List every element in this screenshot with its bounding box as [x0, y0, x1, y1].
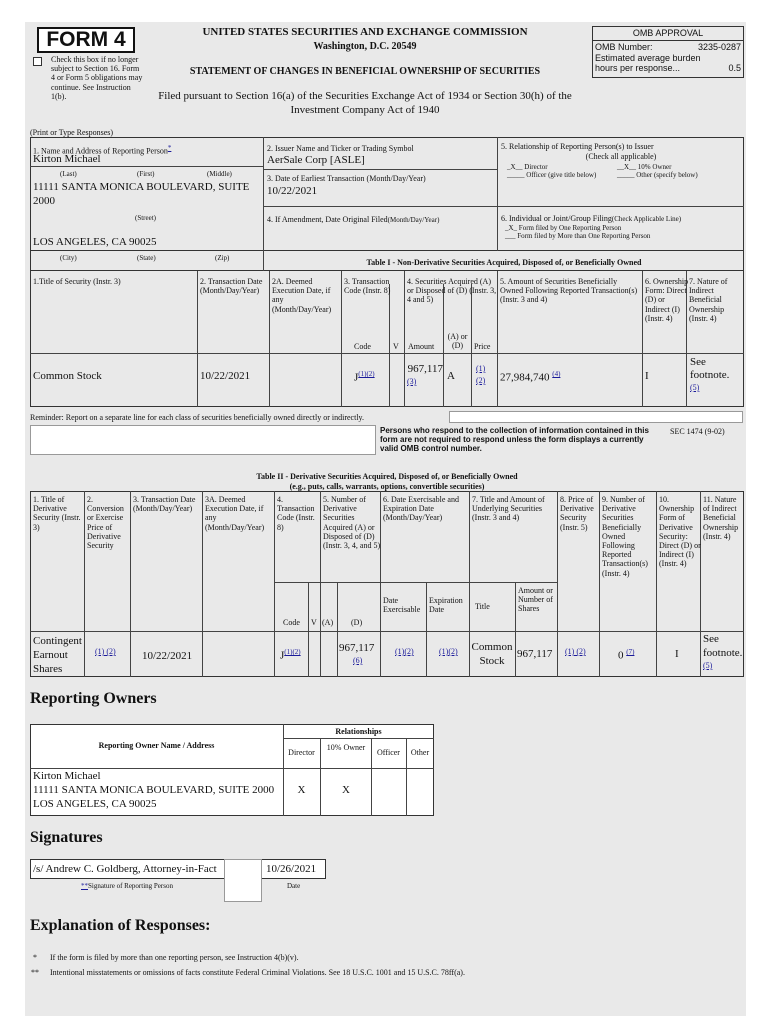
filed-pursuant-line2: Investment Company Act of 1940 [290, 104, 440, 116]
other-header: Other [410, 748, 430, 757]
t1-amount-owned: 27,984,740 $^{(4)}$ [500, 370, 561, 384]
table2-subtitle: (e.g., puts, calls, warrants, options, convertible securities) [289, 482, 485, 491]
box3-label: 3. Date of Earliest Transaction (Month/Day/Year) [267, 174, 426, 183]
officer-option[interactable]: _____ Officer (give title below) [507, 171, 597, 179]
t2-title-line1: Contingent [33, 635, 82, 647]
omb-number-value: 3235-0287 [697, 42, 741, 52]
t1-amount-footnote[interactable]: (3) [407, 377, 417, 386]
box6-label: 6. Individual or Joint/Group Filing(Check Applicable Line) [501, 214, 682, 223]
t1-transaction-date: 10/22/2021 [200, 370, 251, 382]
street-label: (Street) [135, 214, 156, 222]
ten-percent-owner-header: 10% Owner [326, 743, 366, 752]
street-address-line2: 2000 [33, 195, 55, 207]
t2-conversion-footnote[interactable]: (1) (2) [95, 647, 116, 656]
owner-name: Kirton Michael [33, 770, 101, 782]
sec-form-code: SEC 1474 (9-02) [670, 427, 725, 436]
t1-transaction-code: $J^{(1)(2)}$ [354, 370, 375, 384]
print-type-note: (Print or Type Responses) [30, 128, 114, 137]
t2-title-line3: Shares [33, 663, 63, 675]
box4-label: 4. If Amendment, Date Original Filed(Month/Day/Year) [267, 215, 440, 224]
t2-transaction-code: $J^{(1)(2)}$ [280, 648, 301, 662]
zip-label: (Zip) [215, 254, 230, 262]
omb-hours-label: hours per response... [595, 63, 681, 73]
form-page [25, 22, 746, 1016]
t2-d-subheader: (D) [351, 618, 363, 627]
t2-col2-header: 2. Conversion or Exercise Price of Derivative Security [87, 495, 124, 550]
t1-security-title: Common Stock [33, 370, 102, 382]
t1-nature-footnote-link[interactable]: (5) [690, 383, 700, 392]
director-mark: X [297, 784, 306, 796]
t2-underlying-amount: 967,117 [517, 648, 553, 660]
t1-v-subheader: V [393, 342, 399, 351]
t2-acquired-footnote[interactable]: (6) [353, 656, 363, 665]
t1-amount: 967,117 [407, 363, 443, 375]
owner-name-header: Reporting Owner Name / Address [98, 741, 215, 750]
t2-ownership-form: I [675, 648, 679, 660]
signature-date: 10/26/2021 [266, 863, 317, 875]
t2-col5-header: 5. Number of Derivative Securities Acquired (A) or Disposed of (D) (Instr. 3, 4, and 5) [323, 495, 381, 550]
reporting-owners-heading: Reporting Owners [30, 690, 157, 707]
filed-pursuant-line1: Filed pursuant to Section 16(a) of the Securities Exchange Act of 1934 or Section 30(h) of the [158, 90, 572, 102]
t1-col4-header: 4. Securities Acquired (A) or Disposed of (D) (Instr. 3, 4 and 5) [407, 277, 497, 305]
earliest-transaction-date: 10/22/2021 [267, 185, 318, 197]
box5-sub: (Check all applicable) [585, 152, 657, 161]
persons-notice: Persons who respond to the collection of information contained in this form are not required to respond unless the form displays a currently valid OMB control number. [380, 426, 649, 454]
last-label: (Last) [60, 170, 77, 178]
t2-underlying-title-1: Common [471, 641, 513, 653]
note2-mark: ** [31, 968, 39, 977]
t1-nature-see: See [690, 356, 706, 368]
state-label: (State) [137, 254, 156, 262]
reminder-blank-field [449, 411, 743, 423]
t2-col4-header: 4. Transaction Code (Instr. 8) [277, 495, 315, 532]
omb-number-label: OMB Number: [595, 42, 653, 52]
t2-date-exercisable-subheader: Date Exercisable [383, 596, 421, 615]
t2-expiration-footnote[interactable]: (1)(2) [439, 647, 458, 656]
t2-title-subheader: Title [475, 602, 490, 611]
ten-percent-owner-option[interactable]: __X__ 10% Owner [617, 163, 672, 171]
officer-header: Officer [377, 748, 400, 757]
ten-percent-owner-mark: X [342, 784, 350, 796]
t1-amount-subheader: Amount [408, 342, 435, 351]
notice-blank-field [30, 425, 376, 455]
t1-ownership-form: I [645, 370, 649, 382]
t2-col11-header: 11. Nature of Indirect Beneficial Ownership (Instr. 4) [703, 495, 739, 541]
t2-acquired-amount: 967,117 [339, 642, 375, 654]
no-longer-subject-checkbox[interactable] [33, 57, 42, 66]
owner-address-line1: 11111 SANTA MONICA BOULEVARD, SUITE 2000 [33, 784, 275, 796]
street-address-line1: 11111 SANTA MONICA BOULEVARD, SUITE [33, 181, 250, 193]
t2-expiration-subheader: Expiration Date [429, 596, 463, 615]
t1-price-subheader: Price [474, 342, 491, 351]
reminder-text: Reminder: Report on a separate line for each class of securities beneficially owned directly or indirectly. [30, 413, 365, 422]
director-option[interactable]: _X__ Director [507, 163, 548, 171]
t1-col2a-header: 2A. Deemed Execution Date, if any (Month/Day/Year) [272, 277, 332, 314]
t1-price-footnote-2[interactable]: (2) [476, 376, 486, 385]
t1-aord-subheader: (A) or (D) [447, 332, 468, 351]
first-label: (First) [137, 170, 155, 178]
t2-col3a-header: 3A. Deemed Execution Date, if any (Month/Day/Year) [205, 495, 265, 532]
t2-col1-header: 1. Title of Derivative Security (Instr. 3) [33, 495, 81, 532]
agency-location: Washington, D.C. 20549 [313, 41, 417, 52]
agency-name: UNITED STATES SECURITIES AND EXCHANGE COMMISSION [202, 26, 528, 38]
relationships-header: Relationships [335, 727, 382, 736]
t2-col7-header: 7. Title and Amount of Underlying Securities (Instr. 3 and 4) [472, 495, 545, 523]
t2-code-subheader: Code [283, 618, 300, 627]
t2-title-line2: Earnout [33, 649, 68, 661]
t1-col2-header: 2. Transaction Date (Month/Day/Year) [200, 277, 263, 296]
note2-text: Intentional misstatements or omissions of facts constitute Federal Criminal Violations. See 18 U.S.C. 1001 and 15 U.S.C. 78ff(a). [50, 968, 465, 977]
signature-label: **Signature of Reporting Person [81, 882, 173, 890]
t2-v-subheader: V [311, 618, 317, 627]
t1-col5-header: 5. Amount of Securities Beneficially Owned Following Reported Transaction(s) (Instr. 3 and 4) [500, 277, 638, 305]
table1-title: Table I - Non-Derivative Securities Acquired, Disposed of, or Beneficially Owned [366, 258, 642, 267]
t2-nature-footnote-link[interactable]: (5) [703, 661, 713, 670]
t2-col9-header: 9. Number of Derivative Securities Beneficially Owned Following Reported Transaction(s) (Instr. 4) [602, 495, 648, 578]
t1-code-subheader: Code [354, 342, 371, 351]
checkbox-text: Check this box if no longer subject to Section 16. Form 4 or Form 5 obligations may continue. See Instruction 1(b). [51, 55, 143, 101]
t2-price-footnote[interactable]: (1) (2) [565, 647, 586, 656]
owner-address-line2: LOS ANGELES, CA 90025 [33, 798, 157, 810]
t2-transaction-date: 10/22/2021 [142, 650, 193, 662]
t2-exercisable-footnote[interactable]: (1)(2) [395, 647, 414, 656]
statement-title: STATEMENT OF CHANGES IN BENEFICIAL OWNERSHIP OF SECURITIES [189, 66, 541, 77]
note1-mark: * [33, 953, 37, 962]
issuer-name: AerSale Corp [ASLE] [267, 154, 365, 166]
t1-nature-footnote: footnote. [690, 369, 730, 381]
director-header: Director [288, 748, 315, 757]
middle-label: (Middle) [207, 170, 232, 178]
t2-nature-footnote: footnote. [703, 647, 743, 659]
signatures-heading: Signatures [30, 829, 103, 846]
t2-nature-see: See [703, 633, 719, 645]
box5-label: 5. Relationship of Reporting Person(s) to Issuer [501, 142, 654, 151]
t2-col10-header: 10. Ownership Form of Derivative Security: Direct (D) or Indirect (I) (Instr. 4) [659, 495, 701, 569]
filing-one-person[interactable]: _X_ Form filed by One Reporting Person [505, 224, 622, 232]
explanation-heading: Explanation of Responses: [30, 917, 211, 934]
t2-col6-header: 6. Date Exercisable and Expiration Date (Month/Day/Year) [383, 495, 459, 523]
box2-label: 2. Issuer Name and Ticker or Trading Symbol [267, 144, 414, 153]
city-label: (City) [60, 254, 77, 262]
other-option[interactable]: _____ Other (specify below) [617, 171, 698, 179]
note1-text: If the form is filed by more than one reporting person, see Instruction 4(b)(v). [50, 953, 299, 962]
t1-col7-header: 7. Nature of Indirect Beneficial Ownership (Instr. 4) [689, 277, 728, 323]
reporting-person-name: Kirton Michael [33, 153, 101, 165]
t2-a-subheader: (A) [322, 618, 334, 627]
signature-spacer [224, 859, 262, 902]
filing-more-persons[interactable]: ___ Form filed by More than One Reporting Person [505, 232, 651, 240]
t1-col3-header: 3. Transaction Code (Instr. 8) [344, 277, 391, 296]
t1-price-footnote-1[interactable]: (1) [476, 364, 486, 373]
t1-col1-header: 1.Title of Security (Instr. 3) [33, 277, 121, 286]
table2-title: Table II - Derivative Securities Acquired, Disposed of, or Beneficially Owned [256, 472, 518, 481]
signer-name: /s/ Andrew C. Goldberg, Attorney-in-Fact [33, 863, 217, 875]
omb-burden-label: Estimated average burden [595, 53, 701, 63]
form-title: FORM 4 [46, 28, 126, 51]
t2-securities-owned: 0 $^{(7)}$ [618, 648, 635, 662]
omb-approval-box [592, 26, 744, 78]
t2-amount-subheader: Amount or Number of Shares [518, 586, 553, 614]
t2-underlying-title-2: Stock [479, 655, 505, 667]
box1-label: 1. Name and Address of Reporting Person* [33, 144, 172, 156]
date-label: Date [287, 882, 301, 890]
t1-col6-header: 6. Ownership Form: Direct (D) or Indirect (I) (Instr. 4) [645, 277, 689, 323]
t2-col8-header: 8. Price of Derivative Security (Instr. 5) [560, 495, 594, 532]
city-state-zip: LOS ANGELES, CA 90025 [33, 236, 157, 248]
t1-acquired-disposed: A [447, 370, 455, 382]
omb-hours-value: 0.5 [728, 63, 741, 73]
omb-title: OMB APPROVAL [593, 27, 743, 41]
form-title-box [37, 27, 135, 53]
t2-col3-header: 3. Transaction Date (Month/Day/Year) [133, 495, 196, 514]
